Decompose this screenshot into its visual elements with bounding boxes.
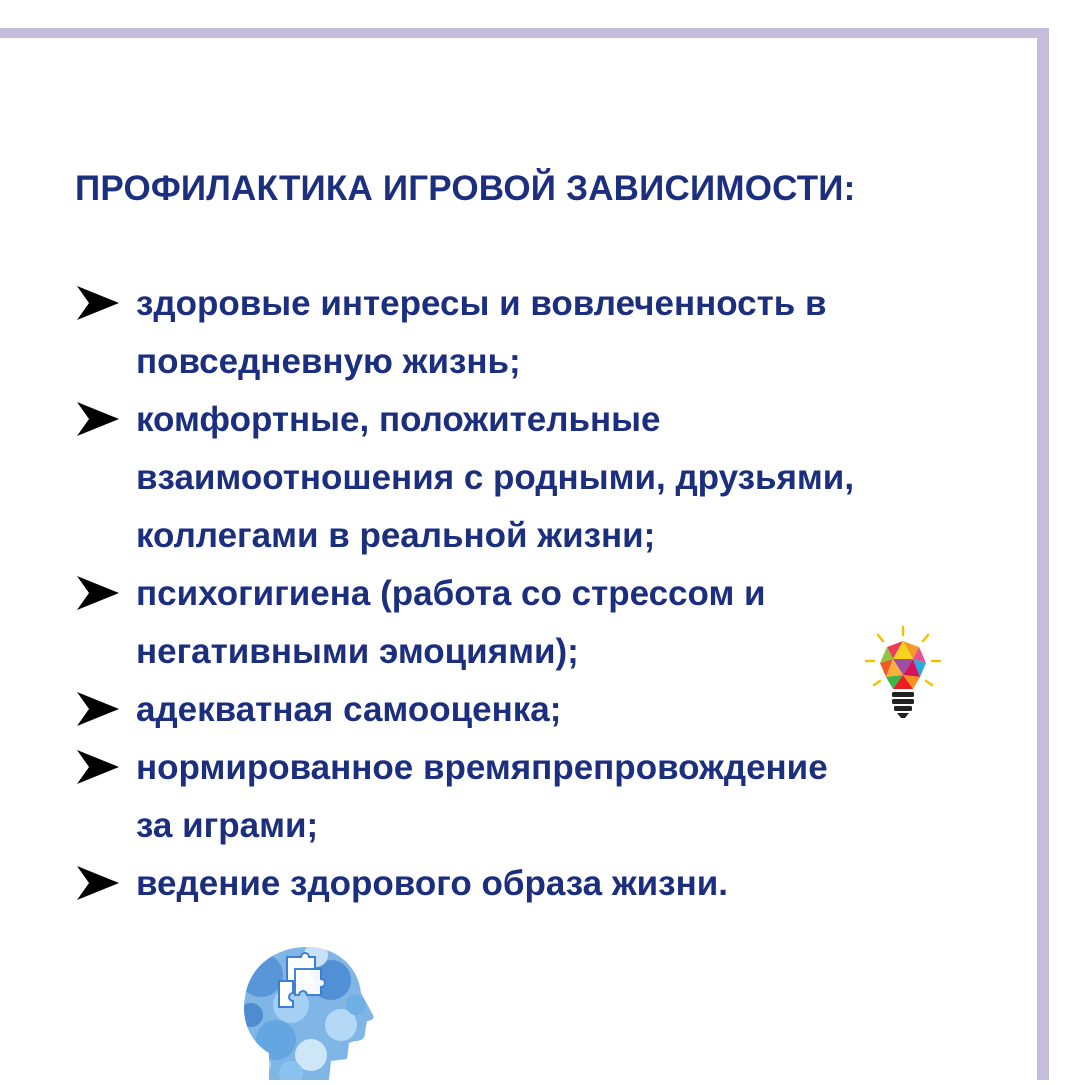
list-item-text: ведение здорового образа жизни. bbox=[136, 864, 728, 903]
list-item-text: психогигиена (работа со стрессом и негативными эмоциями); bbox=[136, 574, 766, 671]
lightbulb-icon bbox=[860, 625, 946, 725]
list-item bbox=[75, 275, 1025, 391]
prevention-list bbox=[75, 275, 1025, 913]
frame-top-border bbox=[0, 28, 1049, 38]
list-item bbox=[75, 391, 1025, 565]
list-item-text: адекватная самооценка; bbox=[136, 690, 562, 729]
list-item-text: комфортные, положительные взаимоотношения с родными, друзьями, коллегами в реальной жизни; bbox=[136, 400, 855, 555]
arrowhead-bullet-icon bbox=[75, 399, 121, 439]
page-title: ПРОФИЛАКТИКА ИГРОВОЙ ЗАВИСИМОСТИ: bbox=[75, 169, 856, 208]
arrowhead-bullet-icon bbox=[75, 747, 121, 787]
arrowhead-bullet-icon bbox=[75, 863, 121, 903]
list-item-text: нормированное времяпрепровождение за играми; bbox=[136, 748, 828, 845]
list-item-text: здоровые интересы и вовлеченность в повседневную жизнь; bbox=[136, 284, 827, 381]
list-item bbox=[75, 855, 1025, 913]
arrowhead-bullet-icon bbox=[75, 283, 121, 323]
head-puzzle-icon bbox=[191, 935, 416, 1080]
frame-right-border bbox=[1037, 28, 1049, 1080]
list-item bbox=[75, 739, 1025, 855]
arrowhead-bullet-icon bbox=[75, 689, 121, 729]
arrowhead-bullet-icon bbox=[75, 573, 121, 613]
